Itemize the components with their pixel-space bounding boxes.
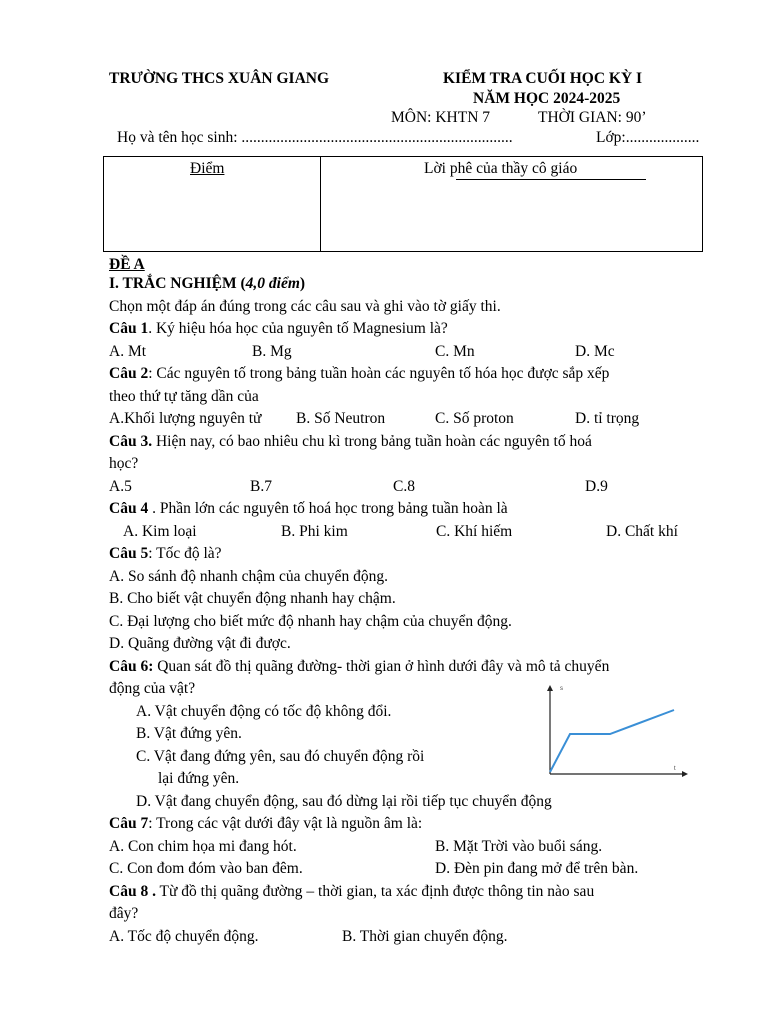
question-4	[109, 499, 508, 519]
q3-text-cont: học?	[109, 455, 139, 472]
q8-option-a: A. Tốc độ chuyển động.	[109, 928, 259, 945]
section-title-close: )	[299, 275, 306, 292]
distance-time-graph	[540, 682, 690, 782]
q1-text: . Ký hiệu hóa học của nguyên tố Magnesium là?	[148, 320, 448, 337]
graph-y-arrow	[547, 685, 553, 691]
q2-text: : Các nguyên tố trong bảng tuần hoàn các nguyên tố hóa học được sắp xếp	[148, 365, 610, 382]
q8-text-cont: đây?	[109, 905, 139, 922]
student-name-field: Họ và tên học sinh: ......................................................................	[117, 129, 513, 146]
q2-option-b: B. Số Neutron	[296, 410, 386, 427]
q3-option-b: B.7	[250, 478, 272, 495]
q4-text: . Phần lớn các nguyên tố hoá học trong bảng tuần hoàn là	[148, 500, 508, 517]
comment-header: Lời phê của thầy cô giáo	[424, 160, 578, 177]
q7-option-b: B. Mặt Trời vào buổi sáng.	[435, 838, 603, 855]
q1-label: Câu 1	[109, 320, 149, 337]
graph-x-label: t	[674, 766, 676, 772]
q6-option-c: C. Vật đang đứng yên, sau đó chuyển động rồi	[136, 748, 425, 765]
q5-label: Câu 5	[109, 545, 149, 562]
exam-time: THỜI GIAN: 90’	[538, 109, 647, 126]
q7-option-d: D. Đèn pin đang mở để trên bàn.	[435, 860, 639, 877]
q6-text-cont: động của vật?	[109, 680, 196, 697]
q8-label: Câu 8 .	[109, 883, 156, 900]
subject: MÔN: KHTN 7	[391, 109, 491, 126]
q4-label: Câu 4	[109, 500, 149, 517]
q5-text: : Tốc độ là?	[148, 545, 222, 562]
q4-option-b: B. Phi kim	[281, 523, 348, 540]
q8-option-b: B. Thời gian chuyển động.	[342, 928, 508, 945]
q6-text: Quan sát đồ thị quãng đường- thời gian ở hình dưới đây và mô tả chuyển	[153, 658, 610, 675]
question-6	[109, 657, 609, 677]
exam-code: ĐỀ A	[109, 256, 145, 273]
graph-x-arrow	[682, 771, 688, 777]
q5-option-d: D. Quãng đường vật đi được.	[109, 635, 291, 652]
question-5	[109, 544, 222, 564]
q2-text-cont: theo thứ tự tăng dần của	[109, 388, 259, 405]
q7-option-a: A. Con chim họa mi đang hót.	[109, 838, 297, 855]
q4-option-c: C. Khí hiếm	[436, 523, 513, 540]
question-2	[109, 364, 609, 384]
section-title	[109, 274, 305, 294]
q6-option-c-cont: lại đứng yên.	[158, 770, 240, 787]
question-3	[109, 432, 592, 452]
question-1	[109, 319, 448, 339]
school-name: TRƯỜNG THCS XUÂN GIANG	[109, 70, 330, 87]
q6-option-d: D. Vật đang chuyển động, sau đó dừng lại rồi tiếp tục chuyển động	[136, 793, 552, 810]
section-title-text: I. TRẮC NGHIỆM (	[109, 275, 246, 292]
section-points: 4,0 điểm	[245, 275, 300, 292]
q6-option-b: B. Vật đứng yên.	[136, 725, 242, 742]
q1-option-c: C. Mn	[435, 343, 475, 360]
q5-option-a: A. So sánh độ nhanh chậm của chuyển động.	[109, 568, 388, 585]
q5-option-c: C. Đại lượng cho biết mức độ nhanh hay chậm của chuyển động.	[109, 613, 512, 630]
class-field: Lớp:...................	[596, 129, 700, 146]
q2-option-c: C. Số proton	[435, 410, 514, 427]
q4-option-d: D. Chất khí	[606, 523, 678, 540]
comment-underline	[456, 179, 646, 180]
score-table	[103, 156, 703, 252]
graph-y-label: s	[560, 686, 563, 692]
q7-text: : Trong các vật dưới đây vật là nguồn âm là:	[148, 815, 423, 832]
score-header: Điểm	[190, 160, 225, 177]
q1-option-d: D. Mc	[575, 343, 615, 360]
q3-option-d: D.9	[585, 478, 608, 495]
graph-line	[550, 710, 674, 772]
q8-text: Từ đồ thị quãng đường – thời gian, ta xác định được thông tin nào sau	[155, 883, 595, 900]
question-7	[109, 814, 422, 834]
q1-option-b: B. Mg	[252, 343, 292, 360]
q6-label: Câu 6:	[109, 658, 154, 675]
q2-label: Câu 2	[109, 365, 149, 382]
q1-option-a: A. Mt	[109, 343, 147, 360]
section-instruction: Chọn một đáp án đúng trong các câu sau và ghi vào tờ giấy thi.	[109, 298, 501, 315]
q2-option-a: A.Khối lượng nguyên tử	[109, 410, 262, 427]
q7-label: Câu 7	[109, 815, 149, 832]
exam-title: KIỂM TRA CUỐI HỌC KỲ I	[443, 70, 643, 87]
q7-option-c: C. Con đom đóm vào ban đêm.	[109, 860, 303, 877]
q3-option-c: C.8	[393, 478, 415, 495]
q5-option-b: B. Cho biết vật chuyển động nhanh hay chậm.	[109, 590, 396, 607]
q4-option-a: A. Kim loại	[123, 523, 197, 540]
table-divider	[320, 157, 321, 251]
q3-text: Hiện nay, có bao nhiêu chu kì trong bảng tuần hoàn các nguyên tố hoá	[152, 433, 592, 450]
q2-option-d: D. tỉ trọng	[575, 410, 640, 427]
school-year: NĂM HỌC 2024-2025	[473, 90, 621, 107]
question-8	[109, 882, 594, 902]
q3-option-a: A.5	[109, 478, 132, 495]
q6-option-a: A. Vật chuyển động có tốc độ không đổi.	[136, 703, 392, 720]
q3-label: Câu 3.	[109, 433, 153, 450]
